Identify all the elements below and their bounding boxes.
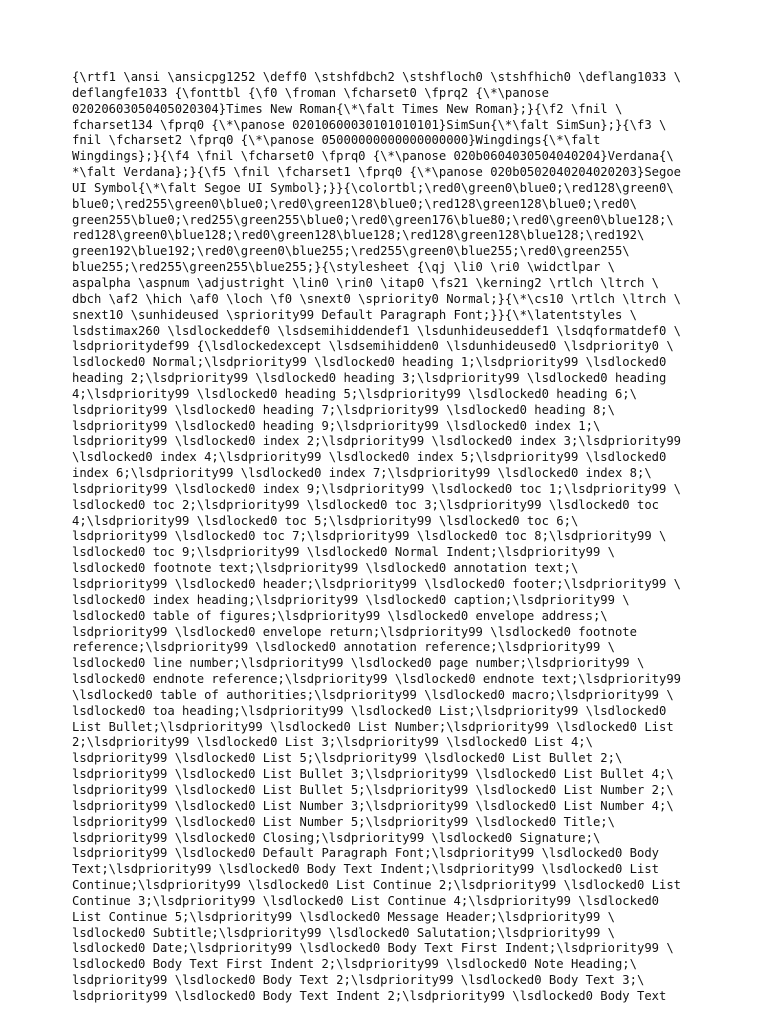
text-line: reference;\lsdpriority99 \lsdlocked0 annotation reference;\lsdpriority99 \ [72, 640, 615, 655]
text-line: lsdlocked0 footnote text;\lsdpriority99 \lsdlocked0 annotation text;\ [72, 561, 579, 576]
text-line: lsdlocked0 Date;\lsdpriority99 \lsdlocked0 Body Text First Indent;\lsdpriority99 \ [72, 941, 674, 956]
text-line: lsdlocked0 table of figures;\lsdpriority99 \lsdlocked0 envelope address;\ [72, 608, 608, 623]
text-line: Wingdings};}{\f4 \fnil \fcharset0 \fprq0 {\*\panose 020b0604030504040204}Verdana{\ [72, 149, 674, 164]
text-line: green255\blue0;\red255\green255\blue0;\red0\green176\blue80;\red0\green0\blue128;\ [72, 212, 674, 227]
text-line: lsdpriority99 \lsdlocked0 index 2;\lsdpriority99 \lsdlocked0 index 3;\lsdpriority99 [72, 434, 682, 449]
text-line: lsdprioritydef99 {\lsdlockedexcept \lsdsemihidden0 \lsdunhideused0 \lsdpriority0 \ [72, 339, 674, 354]
text-line: lsdpriority99 \lsdlocked0 List Number 3;\lsdpriority99 \lsdlocked0 List Number 4;\ [72, 798, 674, 813]
text-line: lsdlocked0 toa heading;\lsdpriority99 \lsdlocked0 List;\lsdpriority99 \lsdlocked0 [72, 703, 667, 718]
text-line: lsdlocked0 index heading;\lsdpriority99 \lsdlocked0 caption;\lsdpriority99 \ [72, 592, 630, 607]
text-line: lsdpriority99 \lsdlocked0 header;\lsdpriority99 \lsdlocked0 footer;\lsdpriority99 \ [72, 577, 682, 591]
text-line: fnil \fcharset2 \fprq0 {\*\panose 05000000000000000000}Wingdings{\*\falt [72, 133, 601, 148]
text-line: red128\green0\blue128;\red0\green128\blue128;\red128\green128\blue128;\red192\ [72, 228, 645, 243]
text-line: lsdlocked0 endnote reference;\lsdpriority99 \lsdlocked0 endnote text;\lsdpriority99 [72, 672, 682, 687]
text-line: lsdpriority99 \lsdlocked0 Body Text Indent 2;\lsdpriority99 \lsdlocked0 Body Text [72, 988, 667, 1003]
text-line: index 6;\lsdpriority99 \lsdlocked0 index 7;\lsdpriority99 \lsdlocked0 index 8;\ [72, 466, 652, 481]
text-line: lsdlocked0 line number;\lsdpriority99 \lsdlocked0 page number;\lsdpriority99 \ [72, 656, 645, 671]
text-line: blue0;\red255\green0\blue0;\red0\green128\blue0;\red128\green128\blue0;\red0\ [72, 196, 637, 211]
text-line: lsdpriority99 \lsdlocked0 List Bullet 5;\lsdpriority99 \lsdlocked0 List Number 2;\ [72, 782, 674, 797]
text-line: lsdlocked0 toc 2;\lsdpriority99 \lsdlocked0 toc 3;\lsdpriority99 \lsdlocked0 toc [72, 497, 659, 512]
document-page [72, 70, 702, 1003]
text-line: lsdlocked0 Normal;\lsdpriority99 \lsdlocked0 heading 1;\lsdpriority99 \lsdlocked0 [72, 355, 667, 370]
text-line: lsdpriority99 \lsdlocked0 List 5;\lsdpriority99 \lsdlocked0 List Bullet 2;\ [72, 751, 623, 766]
text-line: List Continue 5;\lsdpriority99 \lsdlocked0 Message Header;\lsdpriority99 \ [72, 909, 615, 924]
text-line: \lsdlocked0 index 4;\lsdpriority99 \lsdlocked0 index 5;\lsdpriority99 \lsdlocked0 [72, 450, 667, 465]
text-line: lsdpriority99 \lsdlocked0 List Bullet 3;\lsdpriority99 \lsdlocked0 List Bullet 4;\ [72, 767, 674, 782]
text-line: 02020603050405020304}Times New Roman{\*\falt Times New Roman};}{\f2 \fnil \ [72, 101, 623, 116]
text-line: lsdlocked0 Subtitle;\lsdpriority99 \lsdlocked0 Salutation;\lsdpriority99 \ [72, 925, 615, 940]
text-line: deflangfe1033 {\fonttbl {\f0 \froman \fcharset0 \fprq2 {\*\panose [72, 85, 549, 100]
text-line: lsdpriority99 \lsdlocked0 Closing;\lsdpriority99 \lsdlocked0 Signature;\ [72, 830, 601, 845]
text-line: 4;\lsdpriority99 \lsdlocked0 toc 5;\lsdpriority99 \lsdlocked0 toc 6;\ [72, 513, 579, 528]
text-line: lsdstimax260 \lsdlockeddef0 \lsdsemihiddendef1 \lsdunhideuseddef1 \lsdqformatdef0 \ [72, 323, 682, 338]
text-line: \lsdlocked0 table of authorities;\lsdpriority99 \lsdlocked0 macro;\lsdpriority99 \ [72, 687, 674, 702]
text-line: {\rtf1 \ansi \ansicpg1252 \deff0 \stshfdbch2 \stshfloch0 \stshfhich0 \deflang1033 \ [72, 70, 682, 84]
text-line: lsdlocked0 toc 9;\lsdpriority99 \lsdlocked0 Normal Indent;\lsdpriority99 \ [72, 545, 615, 560]
text-line: lsdpriority99 \lsdlocked0 List Number 5;\lsdpriority99 \lsdlocked0 Title;\ [72, 814, 615, 829]
text-line: aspalpha \aspnum \adjustright \lin0 \rin0 \itap0 \fs21 \kerning2 \rtlch \ltrch \ [72, 275, 659, 290]
text-line: lsdlocked0 Body Text First Indent 2;\lsdpriority99 \lsdlocked0 Note Heading;\ [72, 957, 637, 972]
text-line: lsdpriority99 \lsdlocked0 toc 7;\lsdpriority99 \lsdlocked0 toc 8;\lsdpriority99 \ [72, 529, 667, 544]
text-line: Continue;\lsdpriority99 \lsdlocked0 List Continue 2;\lsdpriority99 \lsdlocked0 List [72, 878, 682, 893]
text-line: lsdpriority99 \lsdlocked0 envelope return;\lsdpriority99 \lsdlocked0 footnote [72, 624, 637, 639]
text-line: snext10 \sunhideused \spriority99 Default Paragraph Font;}}{\*\latentstyles \ [72, 307, 637, 322]
text-line: lsdpriority99 \lsdlocked0 Default Paragraph Font;\lsdpriority99 \lsdlocked0 Body [72, 846, 659, 861]
text-line: 2;\lsdpriority99 \lsdlocked0 List 3;\lsdpriority99 \lsdlocked0 List 4;\ [72, 735, 593, 750]
text-line: lsdpriority99 \lsdlocked0 Body Text 2;\lsdpriority99 \lsdlocked0 Body Text 3;\ [72, 973, 645, 988]
text-line: List Bullet;\lsdpriority99 \lsdlocked0 List Number;\lsdpriority99 \lsdlocked0 List [72, 719, 674, 734]
text-line: lsdpriority99 \lsdlocked0 heading 9;\lsdpriority99 \lsdlocked0 index 1;\ [72, 418, 601, 433]
text-line: dbch \af2 \hich \af0 \loch \f0 \snext0 \spriority0 Normal;}{\*\cs10 \rtlch \ltrch \ [72, 291, 682, 306]
text-line: *\falt Verdana};}{\f5 \fnil \fcharset1 \fprq0 {\*\panose 020b0502040204020203}Segoe [72, 165, 682, 180]
text-line: green192\blue192;\red0\green0\blue255;\red255\green0\blue255;\red0\green255\ [72, 244, 630, 259]
text-line: fcharset134 \fprq0 {\*\panose 02010600030101010101}SimSun{\*\falt SimSun};}{\f3 \ [72, 117, 667, 132]
text-line: heading 2;\lsdpriority99 \lsdlocked0 heading 3;\lsdpriority99 \lsdlocked0 heading [72, 371, 667, 386]
text-line: Text;\lsdpriority99 \lsdlocked0 Body Text Indent;\lsdpriority99 \lsdlocked0 List [72, 862, 659, 877]
text-line: 4;\lsdpriority99 \lsdlocked0 heading 5;\lsdpriority99 \lsdlocked0 heading 6;\ [72, 386, 637, 401]
text-line: lsdpriority99 \lsdlocked0 heading 7;\lsdpriority99 \lsdlocked0 heading 8;\ [72, 402, 615, 417]
text-line: Continue 3;\lsdpriority99 \lsdlocked0 List Continue 4;\lsdpriority99 \lsdlocked0 [72, 893, 659, 908]
text-line: UI Symbol{\*\falt Segoe UI Symbol};}}{\colortbl;\red0\green0\blue0;\red128\green0\ [72, 180, 674, 195]
text-line: lsdpriority99 \lsdlocked0 index 9;\lsdpriority99 \lsdlocked0 toc 1;\lsdpriority99 \ [72, 481, 682, 496]
text-line: blue255;\red255\green255\blue255;}{\stylesheet {\qj \li0 \ri0 \widctlpar \ [72, 260, 615, 275]
